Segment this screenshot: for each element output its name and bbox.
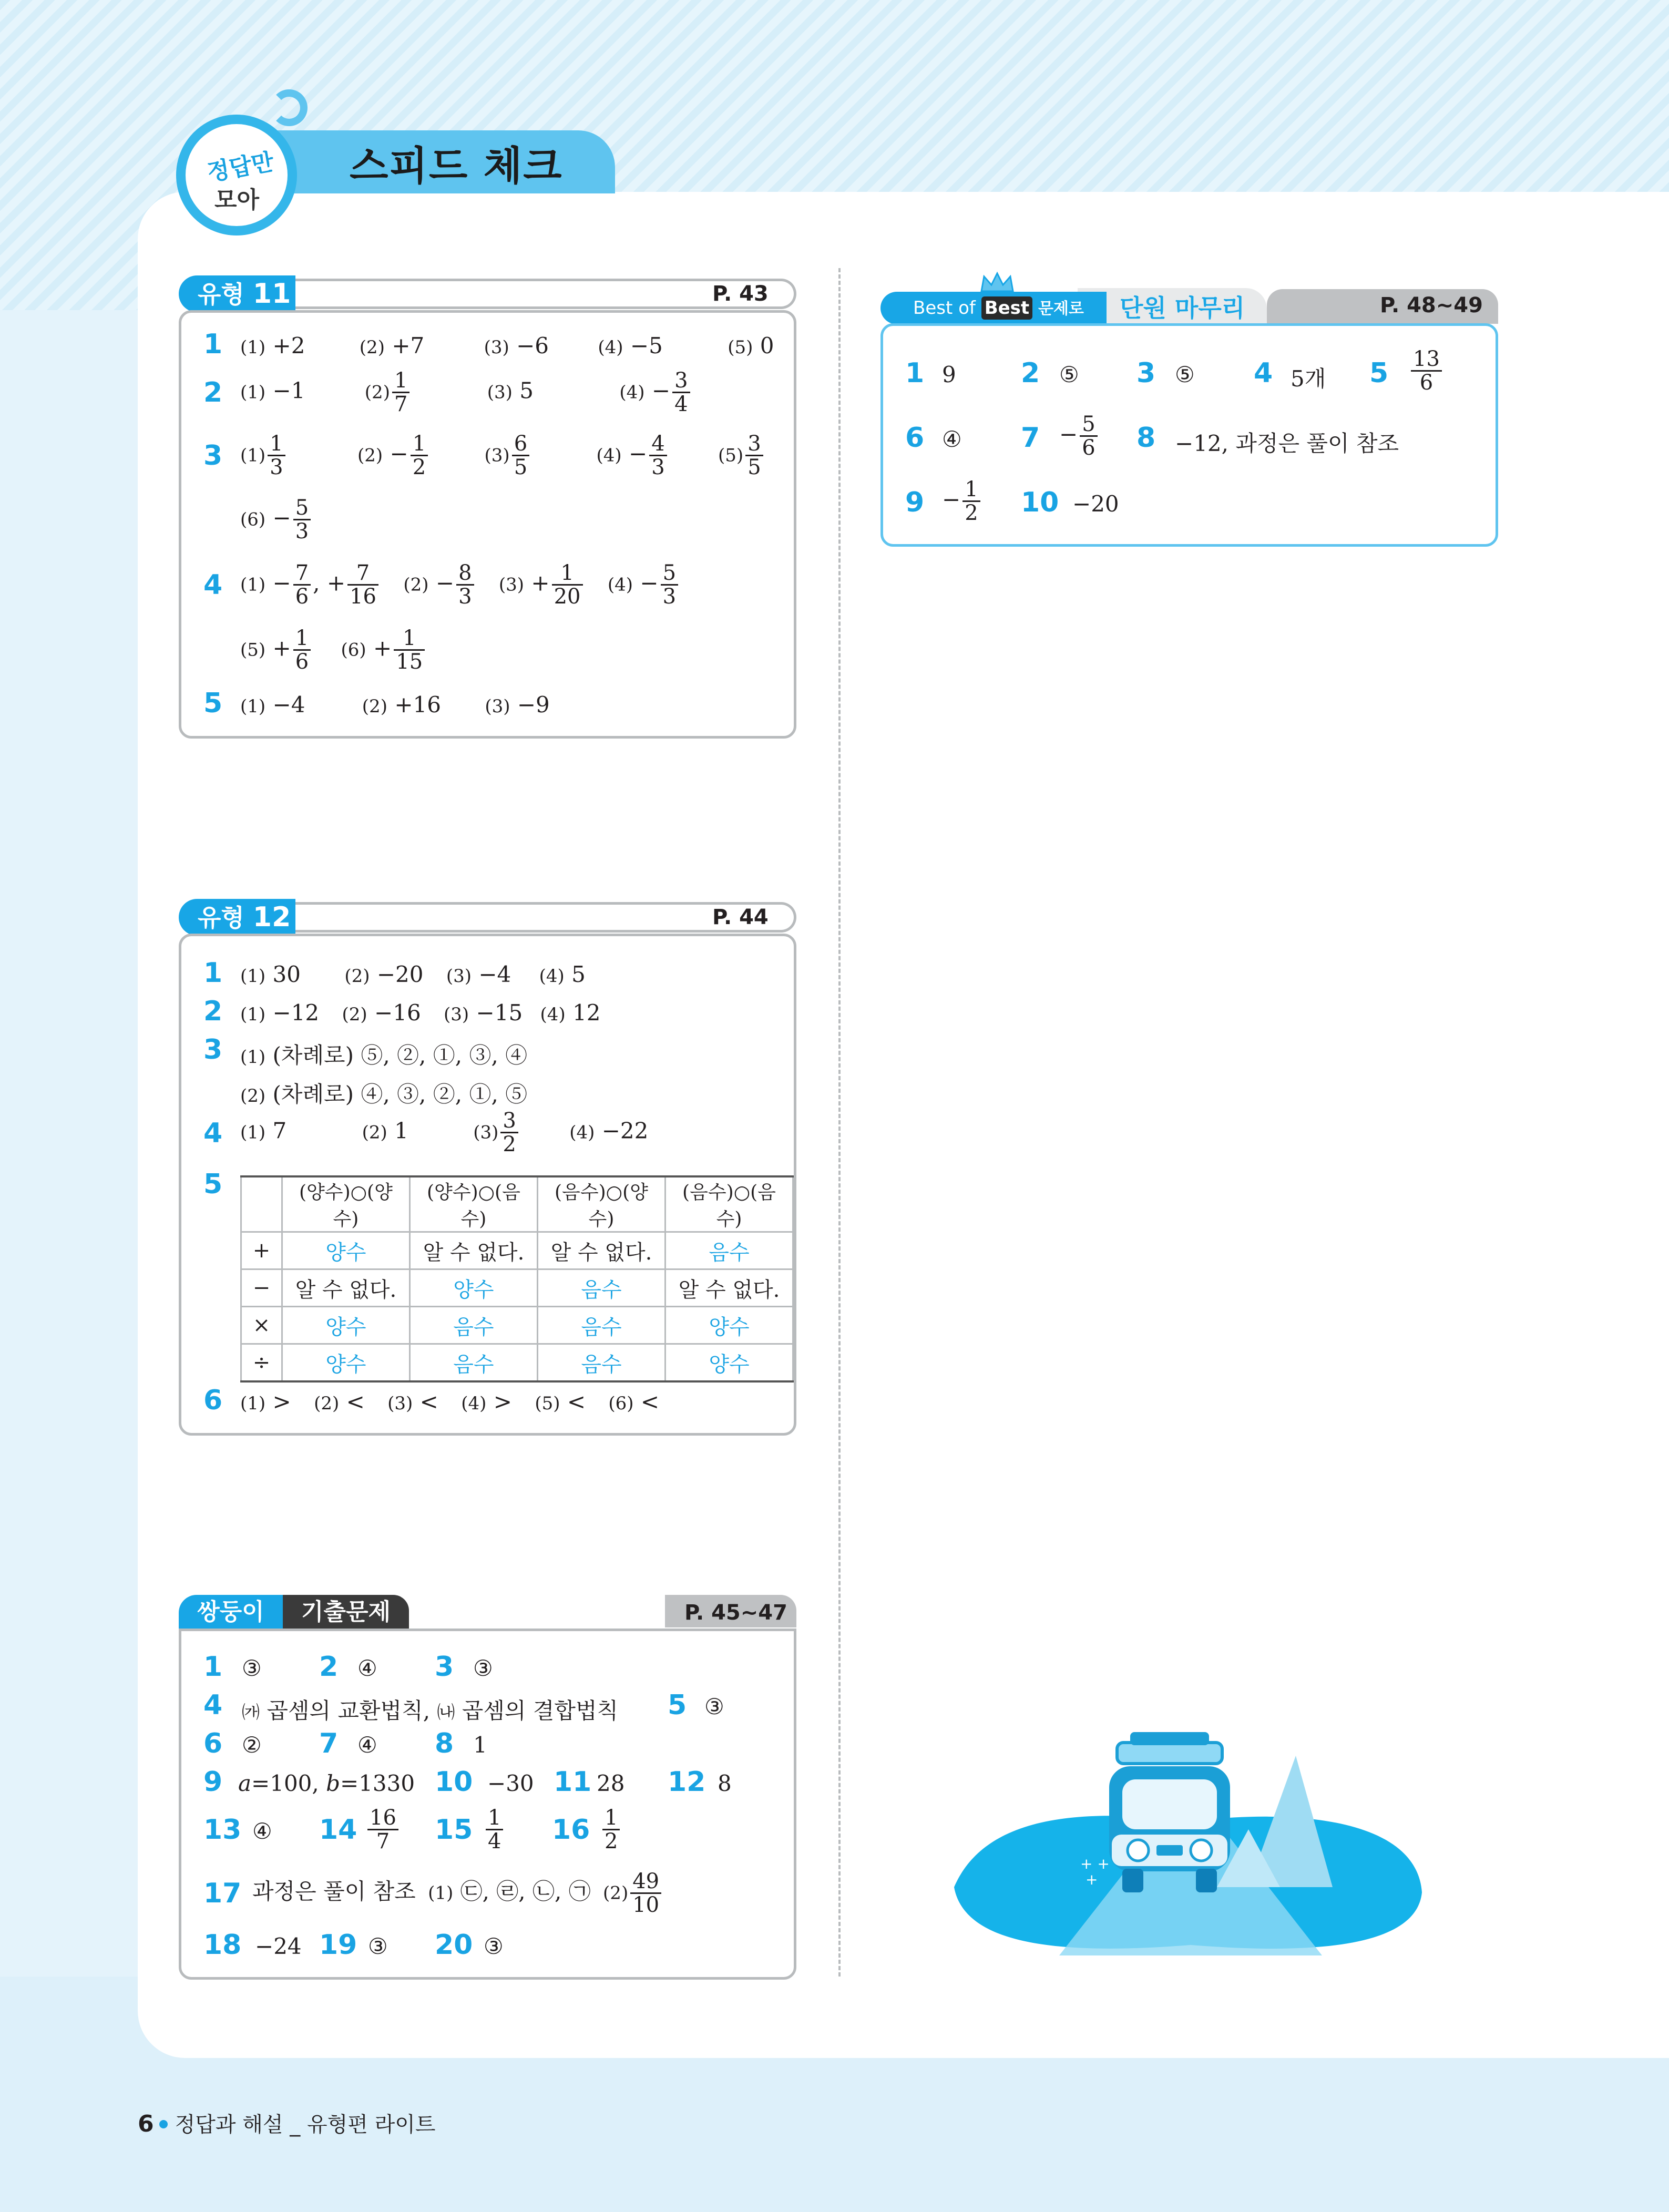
table-row [241, 1307, 793, 1344]
answer-item: − $\frac{1}{2}$ [942, 478, 982, 524]
question-number: 5 [203, 688, 223, 719]
answer-item: −20 [1072, 491, 1119, 517]
ssang-box [179, 1629, 796, 1980]
table-row [241, 1232, 793, 1269]
question-number: 9 [905, 487, 925, 518]
question-number: 9 [203, 1766, 223, 1798]
question-number: 6 [203, 1728, 223, 1759]
table-cell: 양수 [665, 1307, 793, 1344]
answer-line: (1) (차례로) ⑤, ②, ①, ③, ④ [240, 1042, 528, 1068]
answer-item: a=100, b=1330 [238, 1770, 415, 1796]
answer-item: 9 [942, 362, 956, 387]
answer-line: (1) 7 (2) 1 (3) $\frac{3}{2}$ (4) −22 [240, 1109, 649, 1156]
table-cell: 양수 [282, 1344, 409, 1382]
question-number: 6 [905, 422, 925, 454]
section11-label [179, 275, 295, 312]
answer-line: (1) −4 (2) +16 (3) −9 [240, 692, 550, 718]
question-number: 10 [435, 1766, 473, 1798]
table-cell: 음수 [409, 1307, 537, 1344]
answer-item: ③ [242, 1655, 262, 1681]
ssang-label [179, 1595, 410, 1630]
best-page-ref: P. 48~49 [1380, 293, 1483, 318]
question-number: 4 [203, 1689, 223, 1721]
question-number: 7 [1021, 422, 1040, 454]
answer-line: (1) $\frac{1}{3}$ (2) − $\frac{1}{2}$ (3) $\frac{6}{5}$ (4) − $\frac{4}{3}$ (5) $\frac{3}{5}$ [240, 433, 765, 478]
question-number: 4 [1254, 357, 1273, 389]
answer-line: (1) −12 (2) −16 (3) −15 (4) 12 [240, 1000, 601, 1026]
badge-line2: 모아 [214, 187, 260, 213]
table-row [241, 1344, 793, 1382]
table-cell: 양수 [409, 1269, 537, 1307]
question-number: 3 [203, 1034, 223, 1066]
question-number: 18 [203, 1929, 242, 1961]
table-header: (양수)○(양수) [282, 1176, 409, 1232]
answer-item: $\frac{13}{6}$ [1409, 348, 1444, 394]
table-cell: 양수 [282, 1307, 409, 1344]
answer-line: (1) > (2) < (3) < (4) > (5) < (6) < [240, 1389, 660, 1415]
table-header: (음수)○(음수) [665, 1176, 793, 1232]
section11-box [179, 310, 796, 739]
best-box [880, 323, 1498, 547]
page-number: 6 [138, 2111, 154, 2137]
operator-cell: ÷ [241, 1344, 282, 1382]
section12-number: 12 [252, 902, 291, 933]
question-number: 2 [319, 1651, 339, 1683]
question-number: 17 [203, 1878, 242, 1909]
answers-badge [176, 115, 297, 235]
table-cell: 양수 [665, 1344, 793, 1382]
section12-label-text: 유형 [198, 904, 244, 932]
question-number: 5 [668, 1689, 687, 1721]
table-cell: 알 수 없다. [409, 1232, 537, 1269]
operator-cell: + [241, 1232, 282, 1269]
best-label-text: Best of [913, 298, 976, 319]
question-number: 3 [1136, 357, 1156, 389]
question-number: 2 [203, 996, 223, 1027]
answer-line: (1) 30 (2) −20 (3) −4 (4) 5 [240, 961, 586, 987]
question-number: 1 [905, 357, 925, 389]
answer-line: (2) (차례로) ④, ③, ②, ①, ⑤ [240, 1081, 528, 1107]
table-header: (음수)○(양수) [537, 1176, 665, 1232]
question-number: 2 [203, 377, 223, 408]
answer-line: (5) + $\frac{1}{6}$ (6) + $\frac{1}{15}$ [240, 627, 427, 673]
answer-item: ④ [942, 426, 962, 452]
question-number: 13 [203, 1814, 242, 1846]
operator-cell: − [241, 1269, 282, 1307]
question-number: 2 [1021, 357, 1040, 389]
answer-item: −30 [487, 1770, 534, 1796]
table-cell: 양수 [282, 1232, 409, 1269]
section11-page-ref: P. 43 [712, 282, 769, 306]
answer-item: ③ [473, 1655, 493, 1681]
section12-page-ref: P. 44 [712, 905, 769, 929]
footer-text: 정답과 해설 _ 유형편 라이트 [175, 2113, 436, 2137]
question-number: 8 [435, 1728, 454, 1759]
answer-item: −12, 과정은 풀이 참조 [1175, 431, 1399, 456]
answer-line: (1) − $\frac{7}{6}$ , + $\frac{7}{16}$ (2) − $\frac{8}{3}$ (3) + $\frac{1}{20}$ (4) − $\frac{5}{3}$ [240, 562, 680, 608]
table-cell: 알 수 없다. [537, 1232, 665, 1269]
answer-item: − $\frac{5}{6}$ [1059, 413, 1100, 459]
question-number: 15 [435, 1814, 473, 1846]
answer-item: 8 [718, 1770, 732, 1796]
table-cell: 음수 [537, 1344, 665, 1382]
question-number: 5 [203, 1169, 223, 1200]
best-word: Best [981, 296, 1032, 320]
question-number: 3 [435, 1651, 454, 1683]
question-number: 4 [203, 1118, 223, 1149]
answer-item: 28 [597, 1770, 625, 1796]
table-cell: 음수 [537, 1269, 665, 1307]
table-cell: 알 수 없다. [282, 1269, 409, 1307]
answer-item: ④ [357, 1655, 377, 1681]
question-number: 1 [203, 329, 223, 360]
question-number: 20 [435, 1929, 473, 1961]
question-number: 7 [319, 1728, 339, 1759]
best-title: 단원 마무리 [1120, 294, 1245, 322]
section11-number: 11 [252, 278, 291, 310]
question-number: 8 [1136, 422, 1156, 454]
column-divider [838, 268, 841, 1977]
answer-item: 과정은 풀이 참조 (1) ㉢, ㉣, ㉡, ㉠ (2) $\frac{49}{10}$ [252, 1870, 663, 1916]
question-number: 16 [552, 1814, 590, 1846]
answer-item: ④ [252, 1818, 272, 1844]
answer-item: $\frac{16}{7}$ [365, 1807, 401, 1852]
car-illustration [954, 1729, 1427, 1961]
answer-item: ⑤ [1175, 362, 1195, 387]
operator-cell: × [241, 1307, 282, 1344]
svg-text:+: + [1086, 1871, 1098, 1888]
section12-box [179, 934, 796, 1436]
crown-icon [979, 271, 1016, 292]
swirl-icon [271, 89, 308, 126]
question-number: 14 [319, 1814, 357, 1846]
question-number: 3 [203, 440, 223, 472]
svg-text:+ +: + + [1080, 1855, 1110, 1872]
best-label-tail: 문제로 [1038, 300, 1084, 318]
answer-item: −24 [255, 1933, 302, 1959]
answer-item: ② [242, 1732, 262, 1758]
question-number: 11 [554, 1766, 592, 1798]
footer [138, 2108, 436, 2138]
table-cell: 음수 [409, 1344, 537, 1382]
question-number: 19 [319, 1929, 357, 1961]
table-corner [241, 1176, 282, 1232]
answer-item: ③ [368, 1933, 388, 1959]
table-cell: 음수 [537, 1307, 665, 1344]
table-row [241, 1269, 793, 1307]
answer-item: 5개 [1291, 366, 1326, 392]
answer-line: (1) +2 (2) +7 (3) −6 (4) −5 (5) 0 [240, 333, 774, 359]
ssang-label-a: 쌍둥이 [179, 1595, 283, 1630]
question-number: 6 [203, 1385, 223, 1416]
ssang-page-ref: P. 45~47 [684, 1601, 787, 1625]
question-number: 4 [203, 569, 223, 601]
table-cell: 알 수 없다. [665, 1269, 793, 1307]
answer-line: (6) − $\frac{5}{3}$ [240, 497, 313, 542]
answer-item: ③ [484, 1933, 504, 1959]
table-header: (양수)○(음수) [409, 1176, 537, 1232]
question-number: 12 [668, 1766, 706, 1798]
section11-label-text: 유형 [198, 280, 244, 309]
answer-line: (1) −1 (2) $\frac{1}{7}$ (3) 5 (4) − $\frac{3}{4}$ [240, 370, 692, 415]
bullet-icon [159, 2120, 168, 2128]
table-cell: 음수 [665, 1232, 793, 1269]
question-number: 10 [1021, 487, 1059, 518]
question-number: 5 [1369, 357, 1389, 389]
answer-item: $\frac{1}{4}$ [484, 1807, 505, 1852]
answer-item: ④ [357, 1732, 377, 1758]
sign-result-table [240, 1175, 794, 1382]
answer-item: ⑤ [1059, 362, 1079, 387]
answer-item: ㈎ 곱셈의 교환법칙, ㈏ 곱셈의 결합법칙 [242, 1698, 619, 1724]
answer-item: 1 [473, 1732, 487, 1758]
page-title: 스피드 체크 [350, 142, 563, 189]
question-number: 1 [203, 957, 223, 989]
badge-line1: 정답만 [205, 148, 276, 187]
section12-label [179, 899, 295, 936]
question-number: 1 [203, 1651, 223, 1683]
answer-item: $\frac{1}{2}$ [600, 1807, 622, 1852]
ssang-label-b: 기출문제 [283, 1595, 409, 1630]
answer-item: ③ [704, 1694, 724, 1719]
best-of-best-label [880, 292, 1107, 324]
